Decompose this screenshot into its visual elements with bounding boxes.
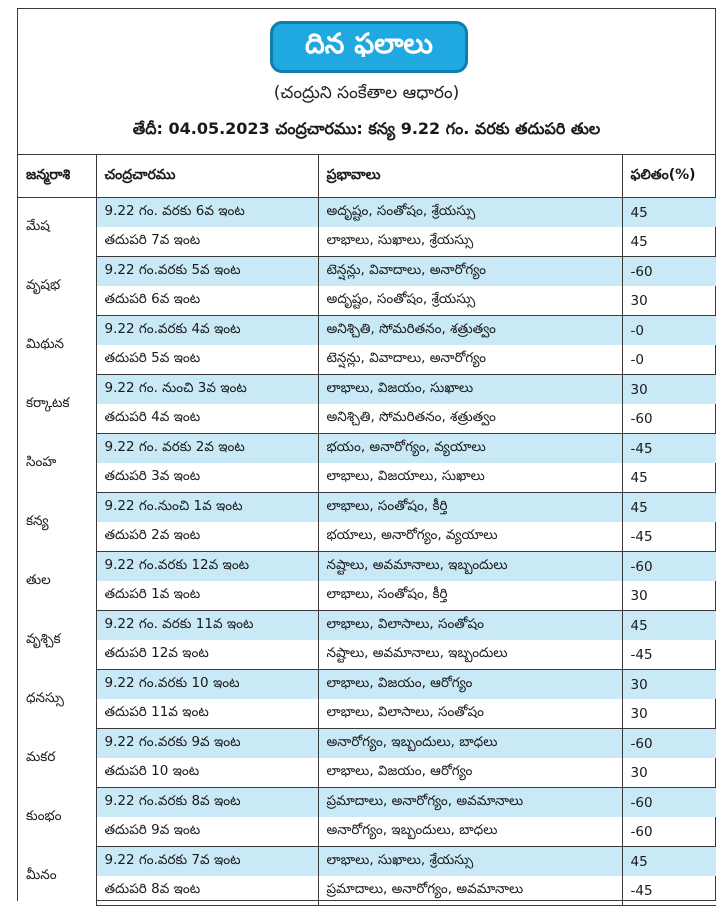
table-row — [18, 581, 716, 611]
effects-cell: అనారోగ్యం, ఇబ్బందులు, బాధలు — [318, 817, 622, 847]
effects-cell: లాభాలు, సంతోషం, కీర్తి — [318, 581, 622, 611]
result-cell: 30 — [622, 699, 716, 729]
effects-cell: భయాలు, అనారోగ్యం, వ్యయాలు — [318, 522, 622, 552]
table-row — [18, 640, 716, 670]
result-cell: 45 — [622, 847, 716, 877]
transit-cell: తదుపరి 2వ ఇంట — [96, 522, 318, 552]
transit-cell: 9.22 గం.వరకు 5వ ఇంట — [96, 257, 318, 287]
transit-cell: 9.22 గం. నుంచి 3వ ఇంట — [96, 375, 318, 405]
table-header-row — [18, 155, 716, 198]
result-cell: 45 — [622, 611, 716, 641]
rasi-cell: తుల — [18, 552, 96, 611]
result-cell: 45 — [622, 227, 716, 257]
table-row — [18, 522, 716, 552]
title-banner — [270, 21, 468, 73]
table-row — [18, 876, 716, 906]
table-row — [18, 434, 716, 464]
table-row — [18, 611, 716, 641]
transit-cell: తదుపరి 1వ ఇంట — [96, 581, 318, 611]
effects-cell: లాభాలు, విజయాలు, సుఖాలు — [318, 463, 622, 493]
rasi-cell: వృశ్చిక — [18, 611, 96, 670]
effects-cell: అనిశ్చితి, సోమరితనం, శత్రుత్వం — [318, 316, 622, 346]
rasi-cell: మీనం — [18, 847, 96, 906]
transit-cell: 9.22 గం. వరకు 11వ ఇంట — [96, 611, 318, 641]
transit-cell: తదుపరి 9వ ఇంట — [96, 817, 318, 847]
effects-cell: లాభాలు, విజయం, ఆరోగ్యం — [318, 670, 622, 700]
table-row — [18, 758, 716, 788]
result-cell: 45 — [622, 463, 716, 493]
page-title: దిన ఫలాలు — [305, 27, 433, 60]
result-cell: 30 — [622, 670, 716, 700]
transit-cell: తదుపరి 4వ ఇంట — [96, 404, 318, 434]
effects-cell: నష్టాలు, అవమానాలు, ఇబ్బందులు — [318, 552, 622, 582]
result-cell: 30 — [622, 375, 716, 405]
header-rasi: జన్మరాశి — [18, 155, 96, 198]
effects-cell: భయం, అనారోగ్యం, వ్యయాలు — [318, 434, 622, 464]
table-row — [18, 316, 716, 346]
effects-cell: అదృష్టం, సంతోషం, శ్రేయస్సు — [318, 286, 622, 316]
transit-cell: 9.22 గం. వరకు 2వ ఇంట — [96, 434, 318, 464]
transit-cell: 9.22 గం.వరకు 9వ ఇంట — [96, 729, 318, 759]
rasi-cell: మిథున — [18, 316, 96, 375]
transit-cell: 9.22 గం.వరకు 7వ ఇంట — [96, 847, 318, 877]
result-cell: -0 — [622, 345, 716, 375]
transit-cell: తదుపరి 3వ ఇంట — [96, 463, 318, 493]
result-cell: -60 — [622, 404, 716, 434]
table-row — [18, 286, 716, 316]
result-cell: -60 — [622, 729, 716, 759]
rasi-cell: కన్య — [18, 493, 96, 552]
result-cell: -60 — [622, 552, 716, 582]
rasi-cell: కర్కాటక — [18, 375, 96, 434]
transit-cell: 9.22 గం. వరకు 6వ ఇంట — [96, 198, 318, 228]
table-row — [18, 788, 716, 818]
transit-cell: తదుపరి 6వ ఇంట — [96, 286, 318, 316]
effects-cell: లాభాలు, విజయం, ఆరోగ్యం — [318, 758, 622, 788]
predictions-table — [18, 154, 716, 906]
table-row — [18, 729, 716, 759]
table-row — [18, 345, 716, 375]
table-row — [18, 847, 716, 877]
table-row — [18, 227, 716, 257]
effects-cell: అనిశ్చితి, సోమరితనం, శత్రుత్వం — [318, 404, 622, 434]
header-effects: ప్రభావాలు — [318, 155, 622, 198]
effects-cell: లాభాలు, విజయం, సుఖాలు — [318, 375, 622, 405]
table-row — [18, 404, 716, 434]
header-result: ఫలితం(%) — [622, 155, 716, 198]
effects-cell: లాభాలు, విలాసాలు, సంతోషం — [318, 699, 622, 729]
result-cell: -60 — [622, 788, 716, 818]
effects-cell: ప్రమాదాలు, అనారోగ్యం, అవమానాలు — [318, 876, 622, 906]
transit-cell: తదుపరి 10 ఇంట — [96, 758, 318, 788]
subtitle: (చంద్రుని సంకేతాల ఆధారం) — [273, 83, 460, 103]
result-cell: -45 — [622, 434, 716, 464]
rasi-cell: సింహ — [18, 434, 96, 493]
rasi-cell: ధనస్సు — [18, 670, 96, 729]
effects-cell: లాభాలు, విలాసాలు, సంతోషం — [318, 611, 622, 641]
transit-cell: 9.22 గం.నుంచి 1వ ఇంట — [96, 493, 318, 523]
effects-cell: ప్రమాదాలు, అనారోగ్యం, అవమానాలు — [318, 788, 622, 818]
transit-cell: తదుపరి 12వ ఇంట — [96, 640, 318, 670]
result-cell: -45 — [622, 876, 716, 906]
effects-cell: టెన్షన్లు, వివాదాలు, అనారోగ్యం — [318, 257, 622, 287]
effects-cell: టెన్షన్లు, వివాదాలు, అనారోగ్యం — [318, 345, 622, 375]
table-row — [18, 375, 716, 405]
transit-cell: తదుపరి 7వ ఇంట — [96, 227, 318, 257]
table-row — [18, 257, 716, 287]
result-cell: 30 — [622, 581, 716, 611]
result-cell: -0 — [622, 316, 716, 346]
effects-cell: లాభాలు, సుఖాలు, శ్రేయస్సు — [318, 227, 622, 257]
table-row — [18, 817, 716, 847]
result-cell: 45 — [622, 198, 716, 228]
transit-cell: 9.22 గం.వరకు 8వ ఇంట — [96, 788, 318, 818]
rasi-cell: కుంభం — [18, 788, 96, 847]
result-cell: 30 — [622, 286, 716, 316]
result-cell: -45 — [622, 522, 716, 552]
transit-cell: తదుపరి 5వ ఇంట — [96, 345, 318, 375]
transit-cell: తదుపరి 11వ ఇంట — [96, 699, 318, 729]
table-row — [18, 198, 716, 228]
effects-cell: నష్టాలు, అవమానాలు, ఇబ్బందులు — [318, 640, 622, 670]
date-line: తేదీ: 04.05.2023 చంద్రచారము: కన్య 9.22 గం. వరకు తదుపరి తుల — [132, 119, 601, 138]
result-cell: 45 — [622, 493, 716, 523]
result-cell: -45 — [622, 640, 716, 670]
result-cell: -60 — [622, 257, 716, 287]
transit-cell: 9.22 గం.వరకు 10 ఇంట — [96, 670, 318, 700]
transit-cell: తదుపరి 8వ ఇంట — [96, 876, 318, 906]
rasi-cell: వృషభ — [18, 257, 96, 316]
header-transit: చంద్రచారము — [96, 155, 318, 198]
effects-cell: లాభాలు, సుఖాలు, శ్రేయస్సు — [318, 847, 622, 877]
result-cell: 30 — [622, 758, 716, 788]
rasi-cell: మేష — [18, 198, 96, 257]
transit-cell: 9.22 గం.వరకు 12వ ఇంట — [96, 552, 318, 582]
rasi-cell: మకర — [18, 729, 96, 788]
effects-cell: అనారోగ్యం, ఇబ్బందులు, బాధలు — [318, 729, 622, 759]
table-row — [18, 699, 716, 729]
effects-cell: అదృష్టం, సంతోషం, శ్రేయస్సు — [318, 198, 622, 228]
effects-cell: లాభాలు, సంతోషం, కీర్తి — [318, 493, 622, 523]
table-row — [18, 463, 716, 493]
table-row — [18, 552, 716, 582]
transit-cell: 9.22 గం.వరకు 4వ ఇంట — [96, 316, 318, 346]
horoscope-panel — [17, 8, 716, 901]
table-row — [18, 670, 716, 700]
result-cell: -60 — [622, 817, 716, 847]
table-row — [18, 493, 716, 523]
